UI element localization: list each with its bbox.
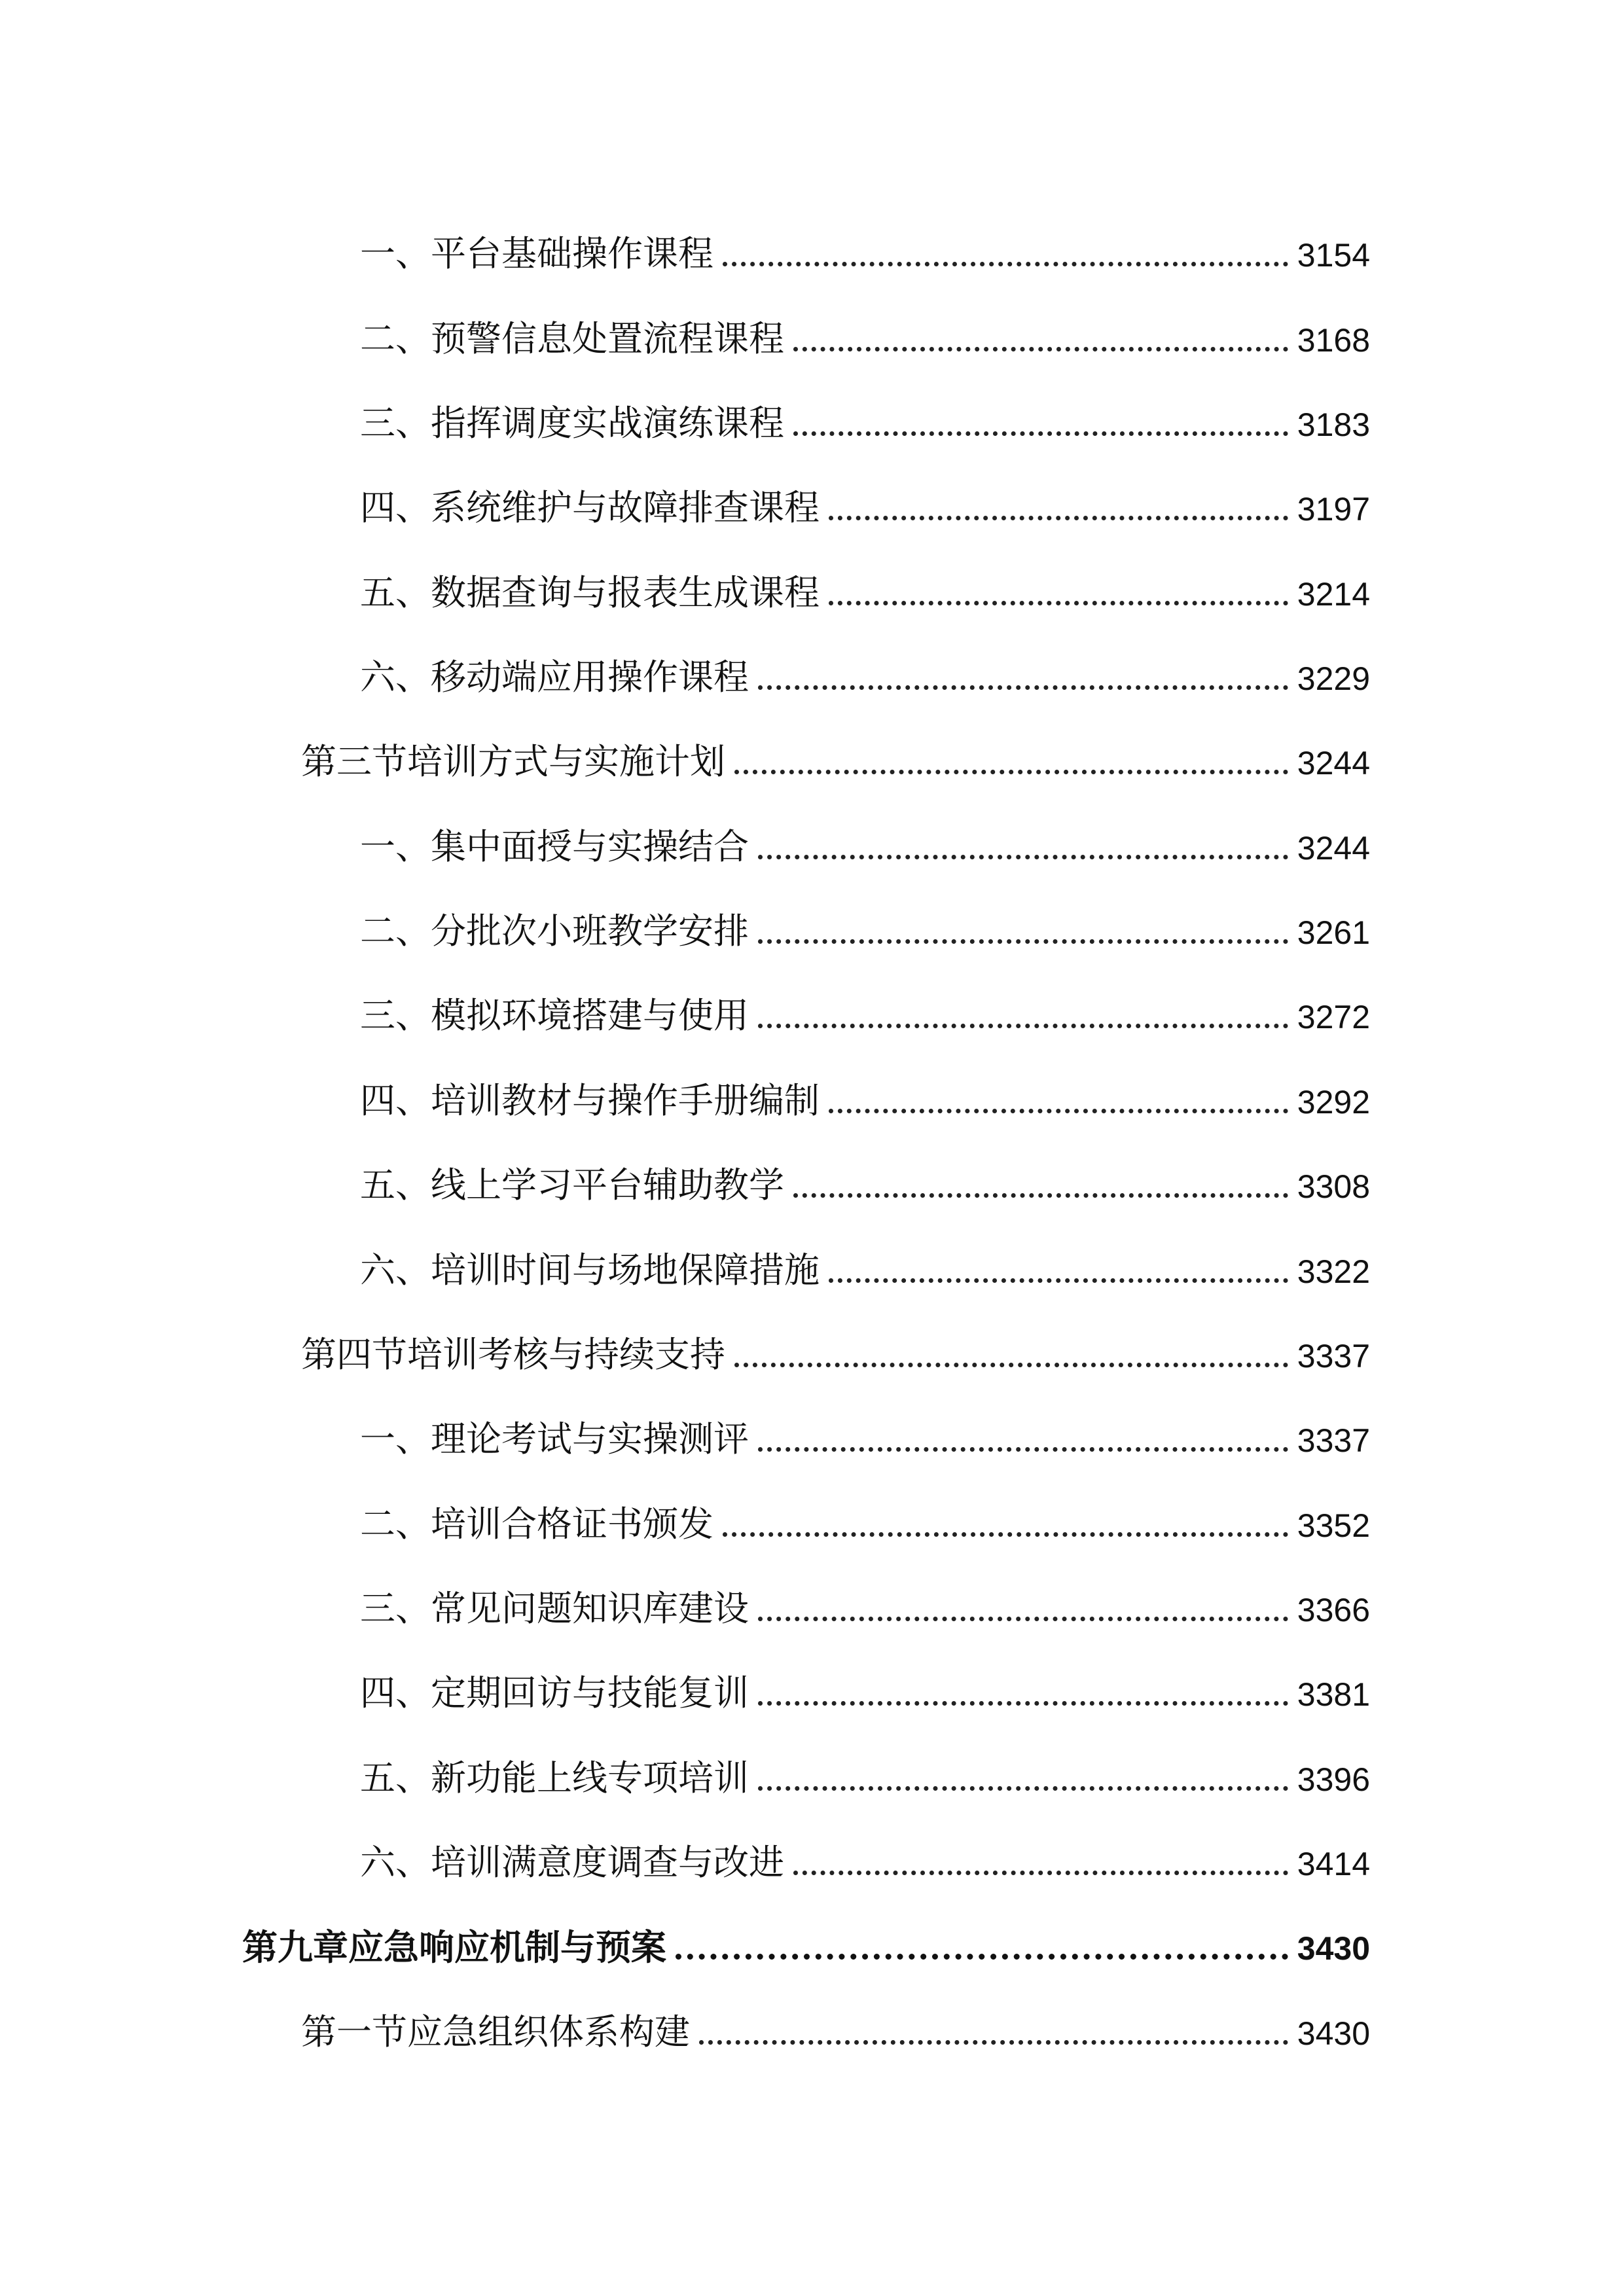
toc-entry[interactable] [360, 552, 1370, 611]
dot-leader [758, 1617, 1288, 1621]
dot-leader [758, 685, 1288, 690]
dot-leader [758, 1786, 1288, 1791]
dot-leader [758, 939, 1288, 944]
dot-leader [723, 1532, 1288, 1537]
toc-entry-page: 3366 [1297, 1592, 1370, 1628]
toc-entry-page: 3168 [1297, 322, 1370, 359]
toc-entry-page: 3352 [1297, 1507, 1370, 1544]
toc-entry-title: 一、理论考试与实操测评 [360, 1418, 749, 1460]
toc-entry[interactable] [360, 1229, 1370, 1291]
toc-entry-page: 3396 [1297, 1761, 1370, 1798]
toc-entry-title: 二、分批次小班教学安排 [360, 910, 749, 952]
toc-entry-page: 3229 [1297, 660, 1370, 697]
toc-entry-title: 五、线上学习平台辅助教学 [360, 1164, 784, 1206]
dot-leader [734, 1363, 1288, 1367]
toc-entry[interactable] [360, 1398, 1370, 1460]
toc-entry[interactable] [360, 636, 1370, 698]
toc-entry-page: 3272 [1297, 999, 1370, 1035]
dot-leader [793, 347, 1288, 351]
toc-entry-title: 二、培训合格证书颁发 [360, 1503, 713, 1545]
toc-entry-section[interactable] [301, 1991, 1370, 2053]
toc-entry-title: 五、新功能上线专项培训 [360, 1757, 749, 1799]
toc-entry[interactable] [360, 975, 1370, 1036]
toc-entry-title: 三、指挥调度实战演练课程 [360, 403, 784, 444]
dot-leader [829, 516, 1288, 520]
toc-entry[interactable] [360, 1568, 1370, 1629]
toc-entry[interactable] [360, 1060, 1370, 1119]
dot-leader [699, 2040, 1288, 2045]
dot-leader [734, 770, 1288, 774]
dot-leader [829, 1109, 1288, 1113]
toc-entry-title: 一、平台基础操作课程 [360, 233, 713, 274]
toc-entry[interactable] [360, 890, 1370, 952]
toc-entry[interactable] [360, 467, 1370, 526]
toc-entry-page: 3214 [1297, 576, 1370, 613]
toc-entry-page: 3381 [1297, 1676, 1370, 1713]
dot-leader [758, 1701, 1288, 1706]
toc-entry[interactable] [360, 806, 1370, 865]
toc-entry[interactable] [360, 1144, 1370, 1206]
toc-entry-page: 3430 [1297, 2015, 1370, 2052]
toc-entry[interactable] [360, 1652, 1370, 1711]
toc-entry-title: 第九章应急响应机制与预案 [242, 1926, 666, 1968]
toc-entry-title: 六、移动端应用操作课程 [360, 656, 749, 698]
dot-leader [758, 1024, 1288, 1028]
toc-entry-title: 四、系统维护与故障排查课程 [360, 487, 820, 528]
toc-entry[interactable] [360, 298, 1370, 357]
toc-entry-title: 六、培训时间与场地保障措施 [360, 1249, 820, 1291]
toc-entry-section[interactable] [301, 1314, 1370, 1375]
toc-entry-title: 第四节培训考核与持续支持 [301, 1334, 725, 1375]
dot-leader [676, 1954, 1288, 1960]
toc-entry[interactable] [360, 1821, 1370, 1883]
toc-entry-title: 第三节培训方式与实施计划 [301, 741, 725, 782]
dot-leader [793, 1871, 1288, 1875]
toc-entry-page: 3197 [1297, 491, 1370, 528]
dot-leader [829, 1278, 1288, 1283]
dot-leader [758, 1447, 1288, 1452]
toc-entry-title: 六、培训满意度调查与改进 [360, 1842, 784, 1883]
dot-leader [829, 601, 1288, 605]
dot-leader [758, 855, 1288, 859]
toc-entry-page: 3183 [1297, 406, 1370, 443]
toc-entry[interactable] [360, 1737, 1370, 1799]
toc-entry-title: 三、常见问题知识库建设 [360, 1588, 749, 1629]
toc-entry-page: 3322 [1297, 1253, 1370, 1290]
toc-entry-chapter[interactable] [242, 1906, 1370, 1968]
toc-entry-title: 四、培训教材与操作手册编制 [360, 1080, 820, 1121]
toc-entry-page: 3308 [1297, 1168, 1370, 1205]
toc-entry-title: 一、集中面授与实操结合 [360, 826, 749, 867]
dot-leader [793, 431, 1288, 436]
toc-entry-title: 三、模拟环境搭建与使用 [360, 995, 749, 1036]
toc-entry-section[interactable] [301, 721, 1370, 780]
toc-entry-page: 3414 [1297, 1846, 1370, 1882]
toc-entry-page: 3430 [1297, 1930, 1370, 1967]
dot-leader [723, 262, 1288, 266]
toc-entry-title: 五、数据查询与报表生成课程 [360, 572, 820, 613]
toc-entry-page: 3244 [1297, 830, 1370, 867]
toc-entry-page: 3154 [1297, 237, 1370, 274]
dot-leader [793, 1193, 1288, 1198]
toc-entry[interactable] [360, 1483, 1370, 1545]
toc-entry-page: 3337 [1297, 1338, 1370, 1374]
toc-entry-page: 3292 [1297, 1084, 1370, 1121]
toc-entry[interactable] [360, 382, 1370, 444]
toc-entry-page: 3261 [1297, 914, 1370, 951]
toc-entry-page: 3244 [1297, 745, 1370, 781]
toc-entry-title: 四、定期回访与技能复训 [360, 1672, 749, 1713]
toc-entry-page: 3337 [1297, 1422, 1370, 1459]
toc-entry-title: 二、预警信息处置流程课程 [360, 318, 784, 359]
toc-entry-title: 第一节应急组织体系构建 [301, 2011, 690, 2053]
toc-entry[interactable] [360, 213, 1370, 272]
